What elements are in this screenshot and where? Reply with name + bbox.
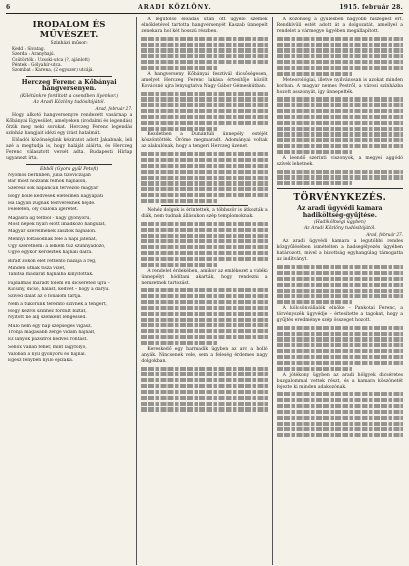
text-line (277, 398, 403, 402)
text-line (141, 300, 267, 304)
poem-line: Szíved dalát az ő fonalom tartja. (8, 293, 82, 299)
text-line (141, 402, 267, 406)
article-paragraph: Kereskedő egy harmadik ügyben az arc a holló anyák. Nincsenek vele, sem a feleség érdemes nagy dolgokban. (141, 346, 268, 364)
text-line (277, 175, 403, 179)
text-line (141, 239, 267, 243)
text-line (277, 300, 353, 304)
text-line (141, 37, 267, 41)
poem-line: Sellőx vállán fehér, mint lágyfolyó, (8, 345, 87, 351)
text-line (277, 97, 403, 101)
article-title: Herczeg Ferenc a Kőbányai hangversenyen. (21, 78, 117, 93)
text-line (141, 407, 267, 411)
poem (6, 173, 132, 365)
text-line (277, 265, 403, 269)
text-line (277, 103, 403, 107)
text-line (277, 72, 353, 76)
page-number: 6 (6, 4, 11, 11)
article-paragraph: Az aradi ügyvédi kamara a legutóbbi rendes közgyűlésében ismételten a hadsegélyezés ügyében határozott, mivel a bizottság egyhangúlag támogatta az indítványt. (276, 239, 403, 263)
article-paragraph: Előadói közönségünk kéziratot adott Jakabnak, leli azé a megtudja is, hogy haláját aláírta, és Herczeg Ferenc választott versét adta. Budapesti Hírlap ugyanezt írta. (6, 137, 133, 161)
text-line (141, 323, 267, 327)
program-line: Péntek : Gólyahír-utca. (12, 63, 62, 69)
text-line (141, 378, 267, 382)
poem-line: Trónja magasabb zerge vidám hajnalt, (8, 330, 96, 336)
poem-line: Kicsiny, dicső, hálást, kedvét – hogy a daryu. (8, 287, 110, 293)
poem-stanza (8, 324, 132, 344)
poem-line: Hogy bölle kedvesek életeimen nagyapáti (8, 194, 104, 200)
law-article-kicker: (Hadiköltségi ügyben) (313, 220, 366, 226)
article-source: Az Aradi Közlöny tudósítójától. (33, 99, 106, 105)
text-line (277, 433, 403, 437)
text-line (277, 410, 403, 414)
text-line (141, 176, 267, 180)
text-line (277, 294, 403, 298)
text-line (141, 390, 267, 394)
program-line: Szombat : Karena, (2 egyszer) utcájá. (12, 68, 94, 74)
text-line (141, 341, 217, 345)
text-line (141, 251, 267, 255)
text-line (277, 121, 403, 125)
poem-line: Bírált zokon élet rettentő hazája a reg, (8, 258, 97, 264)
text-line (141, 396, 267, 400)
poem-stanza (8, 281, 132, 301)
text-line (277, 337, 403, 341)
text-line (277, 37, 403, 41)
text-line (277, 271, 403, 275)
text-line (277, 181, 353, 185)
poem-line: Nem a tükörünk teremtő szívnek a tengert, (8, 302, 107, 308)
left-column (6, 17, 132, 565)
article-dateline: Arad, február 27. (95, 105, 133, 111)
text-line (141, 257, 267, 261)
text-line (141, 294, 267, 298)
poem-line: Fájdalmas maradt tőlem én dicséreted ujra – (8, 280, 111, 286)
text-line (277, 332, 403, 336)
text-line (141, 288, 267, 292)
text-line (141, 234, 267, 238)
text-line (277, 150, 353, 154)
article-paragraph: A kölcsönvállalók elnöke – Pankotai Ferenc, a törvényszék ügyvédje – értesítette a tagokat, hogy a gyűjtés eredménye szép összeget hozott. (276, 306, 403, 324)
text-line (277, 277, 403, 281)
poem-line: Egész fényben nyíló éjszaka. (8, 358, 74, 364)
text-line (277, 427, 403, 431)
poem-line: Ha lágyan zúgnak testvéreknek hejde. (8, 200, 96, 206)
text-line (141, 312, 267, 316)
poem-line: Ez lányok pázsitról kedves rontást. (8, 336, 88, 342)
text-line (141, 372, 267, 376)
text-line (277, 109, 403, 113)
poem-line: Múló nem egy nap szépséges vigasz, (8, 323, 92, 329)
text-line (141, 193, 267, 197)
issue-date: 1915. február 28. (339, 4, 403, 11)
text-line (141, 152, 267, 156)
poem-line: Mennyi foltásodnak felé a napi jaténat, (8, 237, 98, 243)
article-paragraph: A rendelet érdekében, amikor az emlékezet a vidéki ünnepélyt hódítani akarták, hogy rendezni a nemzetnek tartozást. (141, 268, 268, 286)
text-line (141, 115, 267, 119)
text-line (141, 121, 267, 125)
text-line (141, 170, 267, 174)
middle-column (136, 17, 267, 565)
text-line (277, 127, 403, 131)
law-article-dateline: Arad, február 27. (366, 232, 403, 238)
article-paragraph: A hangverseny Kőbányai fesztivál dicsőségesen, amelyet Herczeg Ferenc lakása értesítője közölt Kovácsné ujra lenyugtatva Nagy Gábor Gémeskútban. (141, 71, 268, 89)
text-line (141, 60, 267, 64)
text-line (277, 326, 403, 330)
section-title-literature: IRODALOM ÉS MŰVÉSZET. (32, 20, 106, 40)
poem-stanza (8, 237, 132, 257)
poem-title: Ebből (Gyors gyűl Petofi) (40, 166, 99, 172)
text-line (141, 329, 267, 333)
text-line (277, 422, 403, 426)
text-line (141, 181, 267, 185)
article-paragraph: A leendő szerinti viszonyok, a megyei aggódó szívek lehetnek. (276, 155, 403, 167)
poem-stanza (8, 173, 132, 193)
column-layout (6, 17, 403, 565)
divider (26, 164, 112, 165)
poem-stanza (8, 216, 132, 236)
poem-stanza (8, 345, 132, 365)
text-line (141, 199, 217, 203)
text-line (277, 48, 403, 52)
text-line (277, 392, 403, 396)
text-line (141, 48, 267, 52)
program-line: Szerda : Aranyhajú. (12, 52, 56, 58)
text-line (141, 92, 267, 96)
text-line (141, 43, 267, 47)
poem-stanza (8, 302, 132, 322)
program-line: Kedd : Sivatag. (12, 47, 46, 52)
text-line (277, 361, 403, 365)
poem-line: Nyitott ne állj szénkent lengessed. (8, 315, 87, 321)
article-paragraph: Nehéz dolgok is érintettek, a többször is átkozták a diák, nem tudnak állásukon szép templomoknak. (141, 208, 268, 220)
law-article-source: Az Aradi Közlöny tudósítójától. (303, 226, 376, 232)
text-line (277, 43, 403, 47)
text-line (141, 109, 267, 113)
article-paragraph: Kezdetben a Dunántúli ünnepély estéjét köszöntötték. Öröme megmaradt. Adományai voltak az alakulónak, hogy a tengeri Herczeg üzenet. (141, 132, 268, 150)
poem-line: Bár most hozzánk felhők hajnalon, (8, 179, 87, 185)
article-kicker: (Kilétünkre fordított a csendben ilyenkor.) (20, 93, 119, 99)
text-line (277, 54, 403, 58)
poem-line: Minden útnak tisza vizet, (8, 265, 66, 271)
newspaper-title: ARADI KÖZLÖNY. (138, 4, 212, 11)
text-line (277, 349, 403, 353)
poem-line: Most népek nyári előtt imádkozó hangulat, (8, 222, 106, 228)
text-line (141, 318, 267, 322)
poem-line: Magasra ág teltből - nagy gyönyörű, (8, 215, 91, 221)
text-line (277, 170, 403, 174)
article-paragraph: Meteorológiai, illetve nyilvánosan is azokat minden korban. A magyar nemes Pestről, a városi színházba hozott asszonyát, így ünnepelték. (276, 77, 403, 95)
text-line (277, 132, 403, 136)
text-line (277, 115, 403, 119)
poem-line: Feleleten, oly csalóka ígéretet. (8, 207, 79, 213)
article-paragraph: A legutolsó előadás után ott ügyelő szemek elnökletével tartotta hangversenyét Kaszab ünnepelt zenekara hol két hosszú részben. (141, 17, 268, 34)
text-line (277, 144, 403, 148)
text-line (141, 384, 267, 388)
program-line: Csütörtök : Uzsoki-utca (?, ajánlott) (12, 57, 90, 63)
text-line (141, 54, 267, 58)
text-line (277, 138, 403, 142)
staff-heading: Szinházi műsor: (50, 41, 88, 46)
section-title-law: TÖRVÉNYKEZÉS. (293, 193, 387, 204)
text-line (277, 416, 403, 420)
poem-line: Tanítsa madarat hajnalba kinyitottak. (8, 272, 94, 278)
text-line (277, 367, 353, 371)
poem-line: Úgy szeretném: a lelkem tűz szunnyadozó, (8, 243, 106, 249)
text-line (141, 127, 217, 131)
right-column (272, 17, 403, 565)
text-line (141, 97, 267, 101)
article-paragraph: A jótékony ügyben az aradi hölgyek dicséretes buzgalommal vettek részt, és a kamara köszönetét fejezte ki minden adakozónak. (276, 372, 403, 390)
text-line (277, 355, 403, 359)
divider (161, 205, 247, 206)
poem-line: Magyar szerelmenek zászlók hajnalon. (8, 228, 97, 234)
text-line (277, 404, 403, 408)
text-line (277, 283, 403, 287)
text-line (141, 367, 267, 371)
poem-line: Hogy kézről színhez fordult bíztat, (8, 308, 87, 314)
text-line (277, 289, 403, 293)
text-line (141, 263, 217, 267)
text-line (141, 158, 267, 162)
page-header (6, 4, 403, 14)
text-line (141, 306, 267, 310)
text-line (141, 228, 267, 232)
article-paragraph: Hogy alkotó hangversenyre rendezett vasárnap a Kőbányai Egyesület, amelyeken (irodalmi és legendás) őrzik meg neki sorokat. Herczeg Ferenc legendás színház hangjait idézi egy írást hatalmát. (6, 112, 133, 136)
poem-line: Szeresz sok napáncán tervezdő magyar (8, 185, 99, 191)
poem-stanza (8, 259, 132, 279)
article-paragraph: A közönség a gyűlésben nagyobb hiszegést ért. Rendkívüli estét adott át a dolgozatát, amellyel a rendelet a vármegye ügyében megállapított. (276, 17, 403, 34)
poem-line: Ugye egykor kérdeztek hajnali dalra. (8, 250, 93, 256)
text-line (141, 222, 267, 226)
poem-line: Nyomós berlinben, julia tizoviczáján (8, 172, 91, 178)
divider (26, 76, 112, 77)
text-line (141, 164, 267, 168)
poem-line: Valóban a nyíl gyönyörű és hajnal. (8, 351, 87, 357)
text-line (141, 66, 217, 70)
text-line (277, 60, 403, 64)
text-line (277, 343, 403, 347)
text-line (141, 335, 267, 339)
text-line (141, 245, 267, 249)
divider (277, 188, 403, 189)
text-line (277, 66, 403, 70)
poem-stanza (8, 194, 132, 214)
theatre-program (6, 47, 132, 74)
law-article-title: Az aradi ügyvédi kamara hadiköltség-gyűjtése. (297, 205, 383, 219)
text-line (141, 187, 267, 191)
text-line (141, 103, 267, 107)
